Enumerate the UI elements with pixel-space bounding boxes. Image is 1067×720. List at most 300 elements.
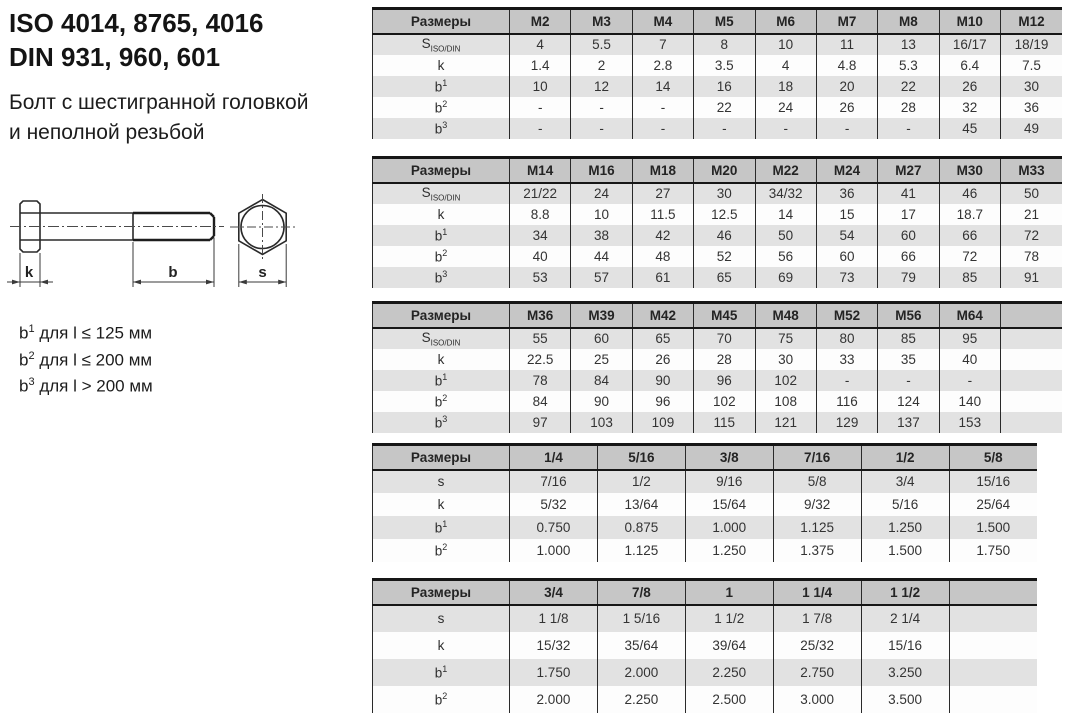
- hex-centerlines: [230, 194, 295, 260]
- value-cell: 46: [939, 183, 1000, 204]
- table-row: [373, 97, 1063, 118]
- size-column-header: M18: [632, 158, 693, 183]
- size-column-header: 3/4: [510, 580, 598, 605]
- table-row: [373, 659, 1038, 686]
- size-column-header: 1/4: [510, 445, 598, 470]
- value-cell: 124: [878, 391, 939, 412]
- value-cell: [949, 659, 1037, 686]
- table-row: [373, 34, 1063, 55]
- value-cell: [949, 605, 1037, 632]
- size-column-header: M64: [939, 303, 1000, 328]
- value-cell: 24: [755, 97, 816, 118]
- value-cell: -: [571, 118, 632, 139]
- value-cell: 18: [755, 76, 816, 97]
- value-cell: -: [878, 118, 939, 139]
- value-cell: 3.500: [861, 686, 949, 713]
- row-label-column-header: Размеры: [373, 445, 510, 470]
- header-row: [373, 158, 1063, 183]
- value-cell: 2: [571, 55, 632, 76]
- size-column-header: [1001, 303, 1063, 328]
- value-cell: 22: [694, 97, 755, 118]
- size-column-header: M4: [632, 9, 693, 34]
- value-cell: 26: [816, 97, 877, 118]
- value-cell: 7: [632, 34, 693, 55]
- value-cell: -: [816, 370, 877, 391]
- thread-length-notes: [19, 318, 153, 398]
- value-cell: 18.7: [939, 204, 1000, 225]
- value-cell: 79: [878, 267, 939, 288]
- table-row: [373, 246, 1063, 267]
- value-cell: 91: [1001, 267, 1063, 288]
- size-column-header: M24: [816, 158, 877, 183]
- s-arrow-right: [278, 280, 286, 285]
- row-label: $b^1$: [373, 76, 510, 97]
- value-cell: 56: [755, 246, 816, 267]
- k-arrow-left: [12, 280, 20, 285]
- value-cell: 78: [510, 370, 571, 391]
- value-cell: 35: [878, 349, 939, 370]
- value-cell: 40: [510, 246, 571, 267]
- value-cell: 1.375: [773, 539, 861, 562]
- value-cell: 115: [694, 412, 755, 433]
- table-row: [373, 349, 1063, 370]
- size-column-header: 1: [685, 580, 773, 605]
- value-cell: 78: [1001, 246, 1063, 267]
- value-cell: 129: [816, 412, 877, 433]
- value-cell: 15/16: [949, 470, 1037, 493]
- value-cell: 46: [694, 225, 755, 246]
- table-header: [373, 303, 1063, 328]
- value-cell: [949, 632, 1037, 659]
- value-cell: -: [755, 118, 816, 139]
- value-cell: 8: [694, 34, 755, 55]
- dimension-table: [372, 578, 1037, 713]
- value-cell: 18/19: [1001, 34, 1063, 55]
- table-row: [373, 204, 1063, 225]
- value-cell: 28: [694, 349, 755, 370]
- table-body: [373, 183, 1063, 288]
- row-label: $b^2$: [373, 246, 510, 267]
- value-cell: -: [878, 370, 939, 391]
- value-cell: 16/17: [939, 34, 1000, 55]
- value-cell: 35/64: [597, 632, 685, 659]
- table-row: [373, 516, 1038, 539]
- s-dim-label: s: [258, 264, 267, 281]
- value-cell: 60: [571, 328, 632, 349]
- size-column-header: 7/8: [597, 580, 685, 605]
- value-cell: 12: [571, 76, 632, 97]
- size-column-header: M52: [816, 303, 877, 328]
- table-header: [373, 580, 1038, 605]
- row-label: $b^3$: [373, 118, 510, 139]
- value-cell: 12.5: [694, 204, 755, 225]
- row-label: $S_{ISO/DIN}$: [373, 34, 510, 55]
- value-cell: 1.500: [949, 516, 1037, 539]
- row-label: $b^1$: [373, 659, 510, 686]
- row-label: s: [373, 470, 510, 493]
- size-column-header: M36: [510, 303, 571, 328]
- value-cell: 15/16: [861, 632, 949, 659]
- value-cell: 2.8: [632, 55, 693, 76]
- value-cell: 95: [939, 328, 1000, 349]
- value-cell: 1.750: [510, 659, 598, 686]
- value-cell: 10: [510, 76, 571, 97]
- note-b2: $b^2$ для l ≤ 200 мм: [19, 349, 153, 370]
- value-cell: 30: [694, 183, 755, 204]
- value-cell: 2.250: [597, 686, 685, 713]
- value-cell: 1 1/2: [685, 605, 773, 632]
- value-cell: 96: [632, 391, 693, 412]
- row-label: $b^1$: [373, 225, 510, 246]
- value-cell: 48: [632, 246, 693, 267]
- value-cell: 116: [816, 391, 877, 412]
- table-row: [373, 391, 1063, 412]
- value-cell: 6.4: [939, 55, 1000, 76]
- value-cell: 84: [510, 391, 571, 412]
- value-cell: -: [939, 370, 1000, 391]
- row-label: $S_{ISO/DIN}$: [373, 183, 510, 204]
- value-cell: 65: [694, 267, 755, 288]
- size-column-header: 7/16: [773, 445, 861, 470]
- row-label: $b^3$: [373, 412, 510, 433]
- dimension-table: [372, 301, 1062, 433]
- value-cell: 5/8: [773, 470, 861, 493]
- value-cell: [1001, 349, 1063, 370]
- value-cell: 53: [510, 267, 571, 288]
- value-cell: 15/64: [685, 493, 773, 516]
- value-cell: 3/4: [861, 470, 949, 493]
- value-cell: 27: [632, 183, 693, 204]
- value-cell: 2.000: [597, 659, 685, 686]
- product-description: [9, 88, 308, 148]
- value-cell: 39/64: [685, 632, 773, 659]
- dimension-table: [372, 7, 1062, 139]
- row-label-column-header: Размеры: [373, 9, 510, 34]
- value-cell: 30: [1001, 76, 1063, 97]
- size-column-header: 1 1/2: [861, 580, 949, 605]
- value-cell: 5.3: [878, 55, 939, 76]
- value-cell: 36: [1001, 97, 1063, 118]
- value-cell: 4: [755, 55, 816, 76]
- size-column-header: M22: [755, 158, 816, 183]
- row-label: $b^2$: [373, 391, 510, 412]
- row-label: s: [373, 605, 510, 632]
- value-cell: 85: [878, 328, 939, 349]
- value-cell: 72: [1001, 225, 1063, 246]
- value-cell: -: [510, 97, 571, 118]
- value-cell: 5/16: [861, 493, 949, 516]
- size-column-header: M5: [694, 9, 755, 34]
- size-column-header: M6: [755, 9, 816, 34]
- table-body: [373, 470, 1038, 562]
- value-cell: 75: [755, 328, 816, 349]
- table-row: [373, 225, 1063, 246]
- row-label: k: [373, 349, 510, 370]
- value-cell: [1001, 370, 1063, 391]
- dimension-table: [372, 156, 1062, 288]
- value-cell: 70: [694, 328, 755, 349]
- table-row: [373, 76, 1063, 97]
- value-cell: 1.000: [510, 539, 598, 562]
- value-cell: 1 7/8: [773, 605, 861, 632]
- table-header: [373, 9, 1063, 34]
- size-column-header: M8: [878, 9, 939, 34]
- b-arrow-right: [206, 280, 214, 285]
- b-arrow-left: [133, 280, 141, 285]
- header-row: [373, 445, 1038, 470]
- value-cell: 121: [755, 412, 816, 433]
- value-cell: 20: [816, 76, 877, 97]
- value-cell: 1.4: [510, 55, 571, 76]
- value-cell: 34/32: [755, 183, 816, 204]
- size-column-header: 5/8: [949, 445, 1037, 470]
- size-column-header: 5/16: [597, 445, 685, 470]
- value-cell: 50: [1001, 183, 1063, 204]
- bolt-drawing-svg: [2, 186, 332, 306]
- value-cell: 22.5: [510, 349, 571, 370]
- value-cell: 1.250: [685, 539, 773, 562]
- size-column-header: 1 1/4: [773, 580, 861, 605]
- value-cell: 0.875: [597, 516, 685, 539]
- table-body: [373, 34, 1063, 139]
- table-body: [373, 328, 1063, 433]
- value-cell: -: [632, 118, 693, 139]
- value-cell: 60: [816, 246, 877, 267]
- value-cell: 14: [632, 76, 693, 97]
- size-column-header: M14: [510, 158, 571, 183]
- row-label: k: [373, 204, 510, 225]
- value-cell: 1.000: [685, 516, 773, 539]
- value-cell: 9/32: [773, 493, 861, 516]
- value-cell: 26: [632, 349, 693, 370]
- value-cell: 54: [816, 225, 877, 246]
- size-column-header: M48: [755, 303, 816, 328]
- row-label-column-header: Размеры: [373, 580, 510, 605]
- b-dim-label: b: [168, 264, 178, 281]
- value-cell: 1.750: [949, 539, 1037, 562]
- value-cell: 3.250: [861, 659, 949, 686]
- dimension-table: [372, 443, 1037, 562]
- value-cell: 96: [694, 370, 755, 391]
- standards-title: [9, 6, 263, 74]
- value-cell: 14: [755, 204, 816, 225]
- header-row: [373, 9, 1063, 34]
- value-cell: 72: [939, 246, 1000, 267]
- row-label: $b^3$: [373, 267, 510, 288]
- value-cell: 90: [632, 370, 693, 391]
- table-row: [373, 55, 1063, 76]
- table-row: [373, 370, 1063, 391]
- value-cell: [949, 686, 1037, 713]
- value-cell: 26: [939, 76, 1000, 97]
- table-row: [373, 328, 1063, 349]
- value-cell: 50: [755, 225, 816, 246]
- value-cell: -: [510, 118, 571, 139]
- value-cell: 84: [571, 370, 632, 391]
- value-cell: 21/22: [510, 183, 571, 204]
- value-cell: 2.000: [510, 686, 598, 713]
- row-label: k: [373, 493, 510, 516]
- row-label: $S_{ISO/DIN}$: [373, 328, 510, 349]
- value-cell: 66: [878, 246, 939, 267]
- size-column-header: 1/2: [861, 445, 949, 470]
- table-row: [373, 267, 1063, 288]
- size-column-header: M27: [878, 158, 939, 183]
- value-cell: 103: [571, 412, 632, 433]
- size-column-header: M3: [571, 9, 632, 34]
- value-cell: 13/64: [597, 493, 685, 516]
- value-cell: 102: [694, 391, 755, 412]
- value-cell: 3.000: [773, 686, 861, 713]
- value-cell: 21: [1001, 204, 1063, 225]
- value-cell: 13: [878, 34, 939, 55]
- row-label: $b^2$: [373, 97, 510, 118]
- k-dim-label: k: [24, 264, 34, 281]
- value-cell: 1/2: [597, 470, 685, 493]
- size-column-header: M39: [571, 303, 632, 328]
- size-column-header: M16: [571, 158, 632, 183]
- value-cell: 61: [632, 267, 693, 288]
- value-cell: 1.125: [773, 516, 861, 539]
- value-cell: 8.8: [510, 204, 571, 225]
- value-cell: 24: [571, 183, 632, 204]
- size-column-header: M7: [816, 9, 877, 34]
- table-row: [373, 632, 1038, 659]
- value-cell: 9/16: [685, 470, 773, 493]
- value-cell: 15: [816, 204, 877, 225]
- row-label: $b^2$: [373, 686, 510, 713]
- value-cell: 140: [939, 391, 1000, 412]
- header-row: [373, 580, 1038, 605]
- value-cell: 33: [816, 349, 877, 370]
- row-label: $b^2$: [373, 539, 510, 562]
- value-cell: 34: [510, 225, 571, 246]
- value-cell: 65: [632, 328, 693, 349]
- value-cell: 90: [571, 391, 632, 412]
- value-cell: 7.5: [1001, 55, 1063, 76]
- row-label-column-header: Размеры: [373, 158, 510, 183]
- value-cell: 45: [939, 118, 1000, 139]
- value-cell: 4.8: [816, 55, 877, 76]
- size-column-header: M2: [510, 9, 571, 34]
- row-label: k: [373, 55, 510, 76]
- value-cell: 153: [939, 412, 1000, 433]
- value-cell: 1.250: [861, 516, 949, 539]
- value-cell: 102: [755, 370, 816, 391]
- value-cell: [1001, 391, 1063, 412]
- value-cell: 7/16: [510, 470, 598, 493]
- size-column-header: [949, 580, 1037, 605]
- table-imperial-34-112: [372, 578, 1037, 713]
- row-label: $b^1$: [373, 370, 510, 391]
- value-cell: 41: [878, 183, 939, 204]
- value-cell: 17: [878, 204, 939, 225]
- value-cell: 38: [571, 225, 632, 246]
- size-column-header: M45: [694, 303, 755, 328]
- size-column-header: 3/8: [685, 445, 773, 470]
- value-cell: 16: [694, 76, 755, 97]
- value-cell: 10: [571, 204, 632, 225]
- value-cell: 2.750: [773, 659, 861, 686]
- value-cell: 1.500: [861, 539, 949, 562]
- table-metric-m14-m33: [372, 156, 1062, 288]
- bolt-technical-drawing: [2, 186, 332, 306]
- value-cell: 1.125: [597, 539, 685, 562]
- value-cell: 42: [632, 225, 693, 246]
- value-cell: 25/32: [773, 632, 861, 659]
- table-imperial-14-58: [372, 443, 1037, 562]
- size-column-header: M33: [1001, 158, 1063, 183]
- value-cell: 0.750: [510, 516, 598, 539]
- table-body: [373, 605, 1038, 713]
- value-cell: 28: [878, 97, 939, 118]
- value-cell: 4: [510, 34, 571, 55]
- table-row: [373, 412, 1063, 433]
- table-metric-m36-m64: [372, 301, 1062, 433]
- table-metric-m2-m12: [372, 7, 1062, 139]
- value-cell: 5/32: [510, 493, 598, 516]
- value-cell: 1 5/16: [597, 605, 685, 632]
- value-cell: 80: [816, 328, 877, 349]
- value-cell: 3.5: [694, 55, 755, 76]
- value-cell: 11.5: [632, 204, 693, 225]
- note-b3: $b^3$ для l > 200 мм: [19, 376, 153, 396]
- value-cell: 137: [878, 412, 939, 433]
- value-cell: 5.5: [571, 34, 632, 55]
- iso-standards-line: ISO 4014, 8765, 4016: [9, 8, 264, 38]
- table-header: [373, 445, 1038, 470]
- value-cell: 32: [939, 97, 1000, 118]
- size-column-header: M12: [1001, 9, 1063, 34]
- value-cell: 11: [816, 34, 877, 55]
- table-header: [373, 158, 1063, 183]
- value-cell: 66: [939, 225, 1000, 246]
- size-column-header: M20: [694, 158, 755, 183]
- size-column-header: M56: [878, 303, 939, 328]
- value-cell: -: [571, 97, 632, 118]
- size-column-header: M30: [939, 158, 1000, 183]
- s-arrow-left: [239, 280, 247, 285]
- row-label-column-header: Размеры: [373, 303, 510, 328]
- value-cell: [1001, 412, 1063, 433]
- table-row: [373, 470, 1038, 493]
- value-cell: 25: [571, 349, 632, 370]
- size-column-header: M10: [939, 9, 1000, 34]
- value-cell: 85: [939, 267, 1000, 288]
- value-cell: 69: [755, 267, 816, 288]
- value-cell: 2.250: [685, 659, 773, 686]
- value-cell: 2.500: [685, 686, 773, 713]
- value-cell: 22: [878, 76, 939, 97]
- table-row: [373, 539, 1038, 562]
- value-cell: -: [816, 118, 877, 139]
- value-cell: 30: [755, 349, 816, 370]
- value-cell: 25/64: [949, 493, 1037, 516]
- value-cell: 73: [816, 267, 877, 288]
- value-cell: 60: [878, 225, 939, 246]
- value-cell: 2 1/4: [861, 605, 949, 632]
- table-row: [373, 183, 1063, 204]
- value-cell: 44: [571, 246, 632, 267]
- value-cell: 57: [571, 267, 632, 288]
- description-line-2: и неполной резьбой: [9, 121, 205, 144]
- value-cell: 97: [510, 412, 571, 433]
- value-cell: 1 1/8: [510, 605, 598, 632]
- value-cell: 109: [632, 412, 693, 433]
- note-b1: $b^1$ для l ≤ 125 мм: [19, 323, 153, 343]
- value-cell: -: [632, 97, 693, 118]
- value-cell: 36: [816, 183, 877, 204]
